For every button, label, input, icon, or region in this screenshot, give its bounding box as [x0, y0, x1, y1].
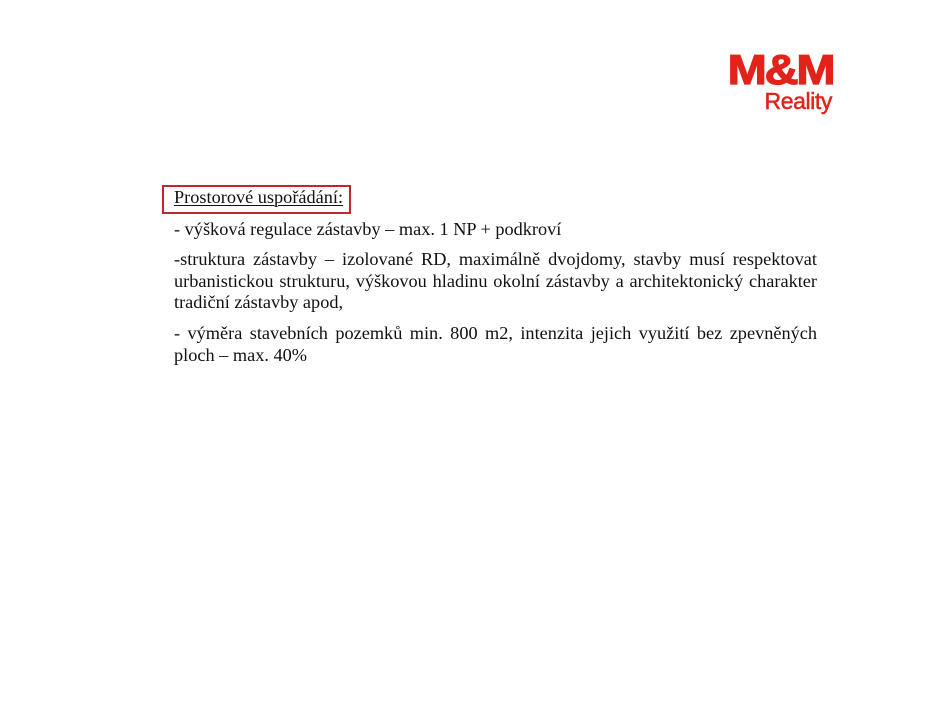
list-item [174, 323, 817, 366]
logo-wordmark: Reality [764, 88, 832, 114]
text-line: - výměra stavebních pozemků min. 800 m2, intenzita jejich využití bez zpevněných [174, 323, 817, 343]
logo-mark: M&M [727, 46, 833, 93]
text-line: -struktura zástavby – izolované RD, maximálně dvojdomy, stavby musí respektovat [174, 249, 817, 269]
text-line: - výšková regulace zástavby – max. 1 NP + podkroví [174, 219, 562, 239]
text-line: tradiční zástavby apod, [174, 292, 344, 312]
section-heading: Prostorové uspořádání: [174, 187, 344, 207]
text-line: urbanistickou strukturu, výškovou hladinu okolní zástavby a architektonický charakter [174, 270, 817, 291]
list-item [174, 219, 817, 241]
list-item [174, 249, 817, 314]
text-line: ploch – max. 40% [174, 344, 308, 365]
